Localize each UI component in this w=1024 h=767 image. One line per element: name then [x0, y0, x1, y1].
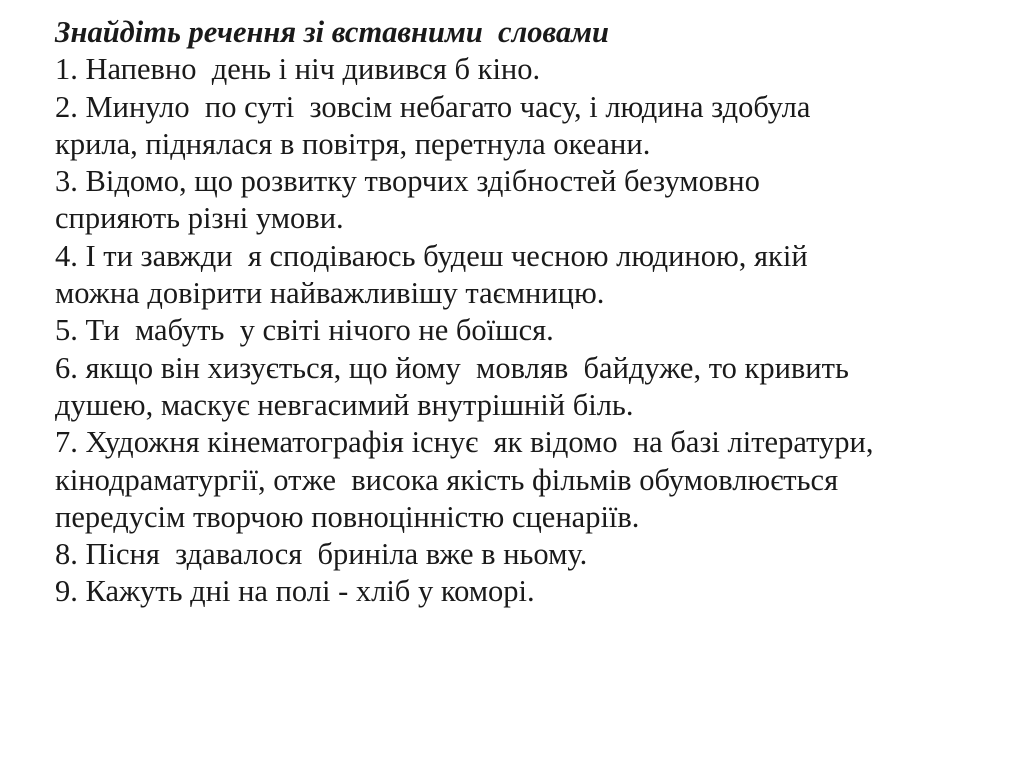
- sentence-5-line-1: 5. Ти мабуть у світі нічого не боїшся.: [55, 313, 554, 348]
- slide-content: [55, 14, 995, 611]
- slide-title: Знайдіть речення зі вставними словами: [55, 15, 610, 49]
- sentence-2-line-2: крила, піднялася в повітря, перетнула океани.: [55, 126, 651, 161]
- sentence-8-line-1: 8. Пісня здавалося бриніла вже в ньому.: [55, 537, 588, 572]
- sentence-6-line-2: душею, маскує невгасимий внутрішній біль.: [55, 387, 634, 422]
- sentence-3-line-2: сприяють різні умови.: [55, 201, 344, 236]
- sentence-4-line-1: 4. І ти завжди я сподіваюсь будеш чесною людиною, якій: [55, 238, 808, 273]
- sentence-4-line-2: можна довірити найважливішу таємницю.: [55, 276, 605, 311]
- sentence-1-line-1: 1. Напевно день і ніч дивився б кіно.: [55, 52, 541, 87]
- sentence-2-line-1: 2. Минуло по суті зовсім небагато часу, і людина здобула: [55, 89, 811, 124]
- sentence-6-line-1: 6. якщо він хизується, що йому мовляв байдуже, то кривить: [55, 350, 849, 385]
- sentence-7-line-1: 7. Художня кінематографія існує як відомо на базі літератури,: [55, 425, 874, 460]
- sentence-3-line-1: 3. Відомо, що розвитку творчих здібностей безумовно: [55, 164, 760, 199]
- sentence-7-line-3: передусім творчою повноцінністю сценаріїв.: [55, 499, 640, 534]
- sentence-7-line-2: кінодраматургії, отже висока якість фільмів обумовлюється: [55, 462, 839, 497]
- sentence-9-line-1: 9. Кажуть дні на полі - хліб у коморі.: [55, 574, 535, 609]
